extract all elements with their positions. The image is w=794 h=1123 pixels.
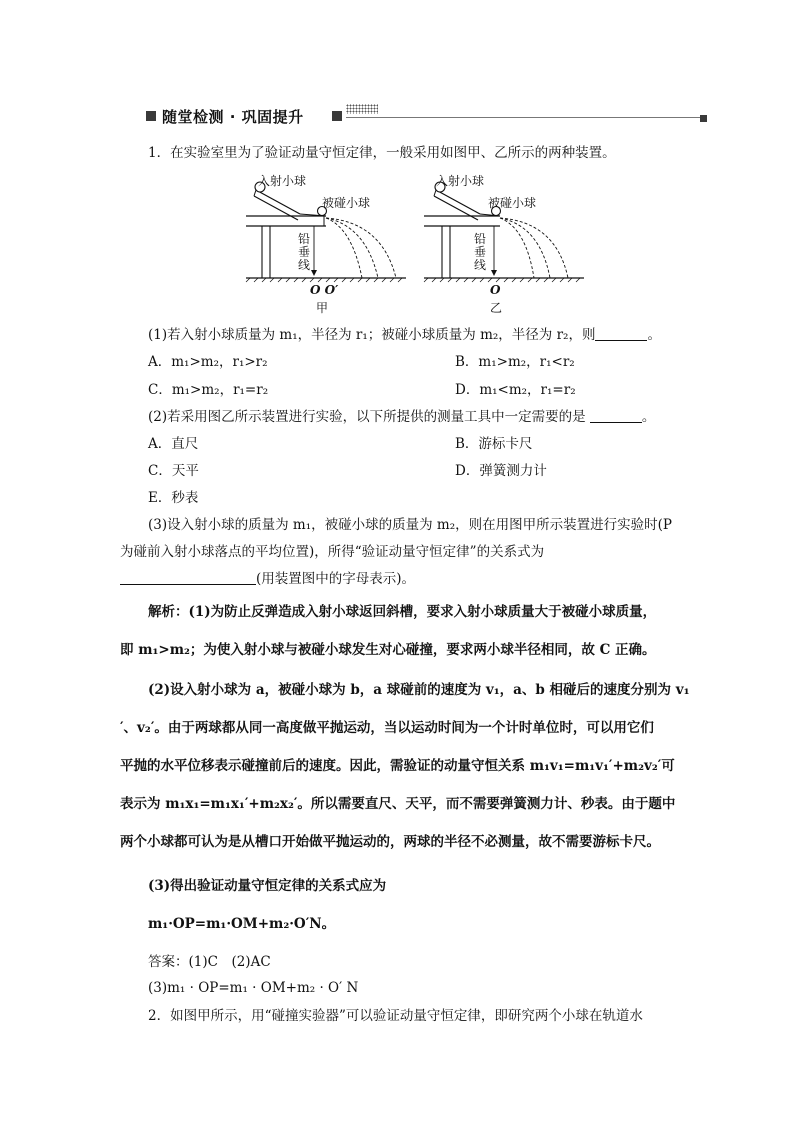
figure-yi bbox=[418, 168, 588, 318]
fig-yi-target-label: 被碰小球 bbox=[488, 196, 537, 210]
header-left-square bbox=[146, 111, 156, 121]
q1-part1 bbox=[148, 325, 661, 345]
q1-part3-line3 bbox=[120, 569, 415, 589]
answer-line-2: (3)m₁ · OP=m₁ · OM+m₂ · O′ N bbox=[148, 980, 359, 996]
fig-yi-incident-label: 入射小球 bbox=[436, 174, 485, 188]
answer-line-1: 答案：(1)C (2)AC bbox=[148, 954, 271, 970]
q1-part1-option-d: D．m₁<m₂，r₁=r₂ bbox=[455, 382, 576, 398]
solution-line-1: 解析：(1)为防止反弹造成入射小球返回斜槽，要求入射小球质量大于被碰小球质量， bbox=[148, 604, 657, 620]
fig-yi-o-mark: O bbox=[490, 283, 501, 297]
section-title: 随堂检测 · 巩固提升 bbox=[162, 108, 304, 126]
fig-jia-plumb-1: 铅 bbox=[298, 232, 311, 246]
q1-part2-end: 。 bbox=[641, 409, 656, 425]
q1-part1-end: 。 bbox=[647, 327, 661, 343]
q1-part2 bbox=[148, 407, 655, 427]
header-right-square bbox=[700, 115, 707, 122]
q1-part1-option-a: A．m₁>m₂，r₁>r₂ bbox=[148, 354, 268, 370]
q1-part1-blank bbox=[595, 326, 647, 341]
solution-line-3: (2)设入射小球为 a，被碰小球为 b，a 球碰前的速度为 v₁，a、b 相碰后的速度分别为 v₁ bbox=[148, 682, 690, 698]
q1-part1-option-c: C．m₁>m₂，r₁=r₂ bbox=[148, 382, 269, 398]
solution-line-8: (3)得出验证动量守恒定律的关系式应为 bbox=[148, 878, 387, 894]
q1-part3-line3-text: (用装置图中的字母表示)。 bbox=[256, 571, 416, 587]
header-rule bbox=[346, 117, 702, 118]
q1-part2-blank bbox=[590, 408, 642, 423]
fig-jia-plumb-2: 垂 bbox=[298, 245, 311, 259]
fig-jia-plumb-3: 线 bbox=[298, 258, 311, 272]
q2-stem: 2．如图甲所示，用“碰撞实验器”可以验证动量守恒定律，即研究两个小球在轨道水 bbox=[148, 1008, 643, 1024]
solution-line-7: 两个小球都可认为是从槽口开始做平抛运动的，两球的半径不必测量，故不需要游标卡尺。 bbox=[120, 834, 660, 850]
q1-part2-text: (2)若采用图乙所示装置进行实验，以下所提供的测量工具中一定需要的是 bbox=[148, 409, 586, 425]
solution-line-2: 即 m₁>m₂；为使入射小球与被碰小球发生对心碰撞，要求两小球半径相同，故 C 正确。 bbox=[120, 642, 656, 658]
q1-part2-option-c: C．天平 bbox=[148, 463, 199, 479]
q1-part2-option-d: D．弹簧测力计 bbox=[455, 463, 547, 479]
solution-line-5: 平抛的水平位移表示碰撞前后的速度。因此，需验证的动量守恒关系 m₁v₁=m₁v₁′+m₂v₂′可 bbox=[120, 758, 675, 774]
solution-line-4: ′、v₂′。由于两球都从同一高度做平抛运动，当以运动时间为一个计时单位时，可以用它们 bbox=[120, 720, 654, 736]
fig-yi-plumb-3: 线 bbox=[474, 258, 487, 272]
header-dot-pattern bbox=[346, 104, 378, 114]
fig-jia-target-label: 被碰小球 bbox=[322, 196, 371, 210]
q1-part2-option-e: E．秒表 bbox=[148, 490, 199, 506]
q1-part2-option-a: A．直尺 bbox=[148, 436, 199, 452]
q1-part1-option-b: B．m₁>m₂，r₁<r₂ bbox=[455, 354, 575, 370]
solution-line-6: 表示为 m₁x₁=m₁x₁′+m₂x₂′。所以需要直尺、天平，而不需要弹簧测力计、秒表。由于题中 bbox=[120, 796, 676, 812]
q1-part1-text: (1)若入射小球质量为 m₁，半径为 r₁；被碰小球质量为 m₂，半径为 r₂，则 bbox=[148, 327, 596, 343]
header-mid-square bbox=[332, 111, 342, 121]
fig-jia-incident-label: 入射小球 bbox=[258, 174, 307, 188]
fig-yi-plumb-2: 垂 bbox=[474, 245, 487, 259]
fig-yi-plumb-1: 铅 bbox=[474, 232, 487, 246]
q1-part3-line2: 为碰前入射小球落点的平均位置)，所得“验证动量守恒定律”的关系式为 bbox=[120, 544, 545, 560]
q1-part2-option-b: B．游标卡尺 bbox=[455, 436, 533, 452]
fig-yi-caption: 乙 bbox=[490, 301, 503, 315]
solution-line-9: m₁·OP=m₁·OM+m₂·O′N。 bbox=[148, 916, 336, 932]
fig-jia-o-marks: O O′ bbox=[310, 283, 339, 297]
q1-part3-line1: (3)设入射小球的质量为 m₁，被碰小球的质量为 m₂，则在用图甲所示装置进行实验时(P bbox=[148, 517, 672, 533]
q1-stem: 1．在实验室里为了验证动量守恒定律，一般采用如图甲、乙所示的两种装置。 bbox=[148, 145, 616, 161]
q1-part3-blank bbox=[120, 570, 256, 585]
fig-jia-caption: 甲 bbox=[316, 301, 329, 315]
